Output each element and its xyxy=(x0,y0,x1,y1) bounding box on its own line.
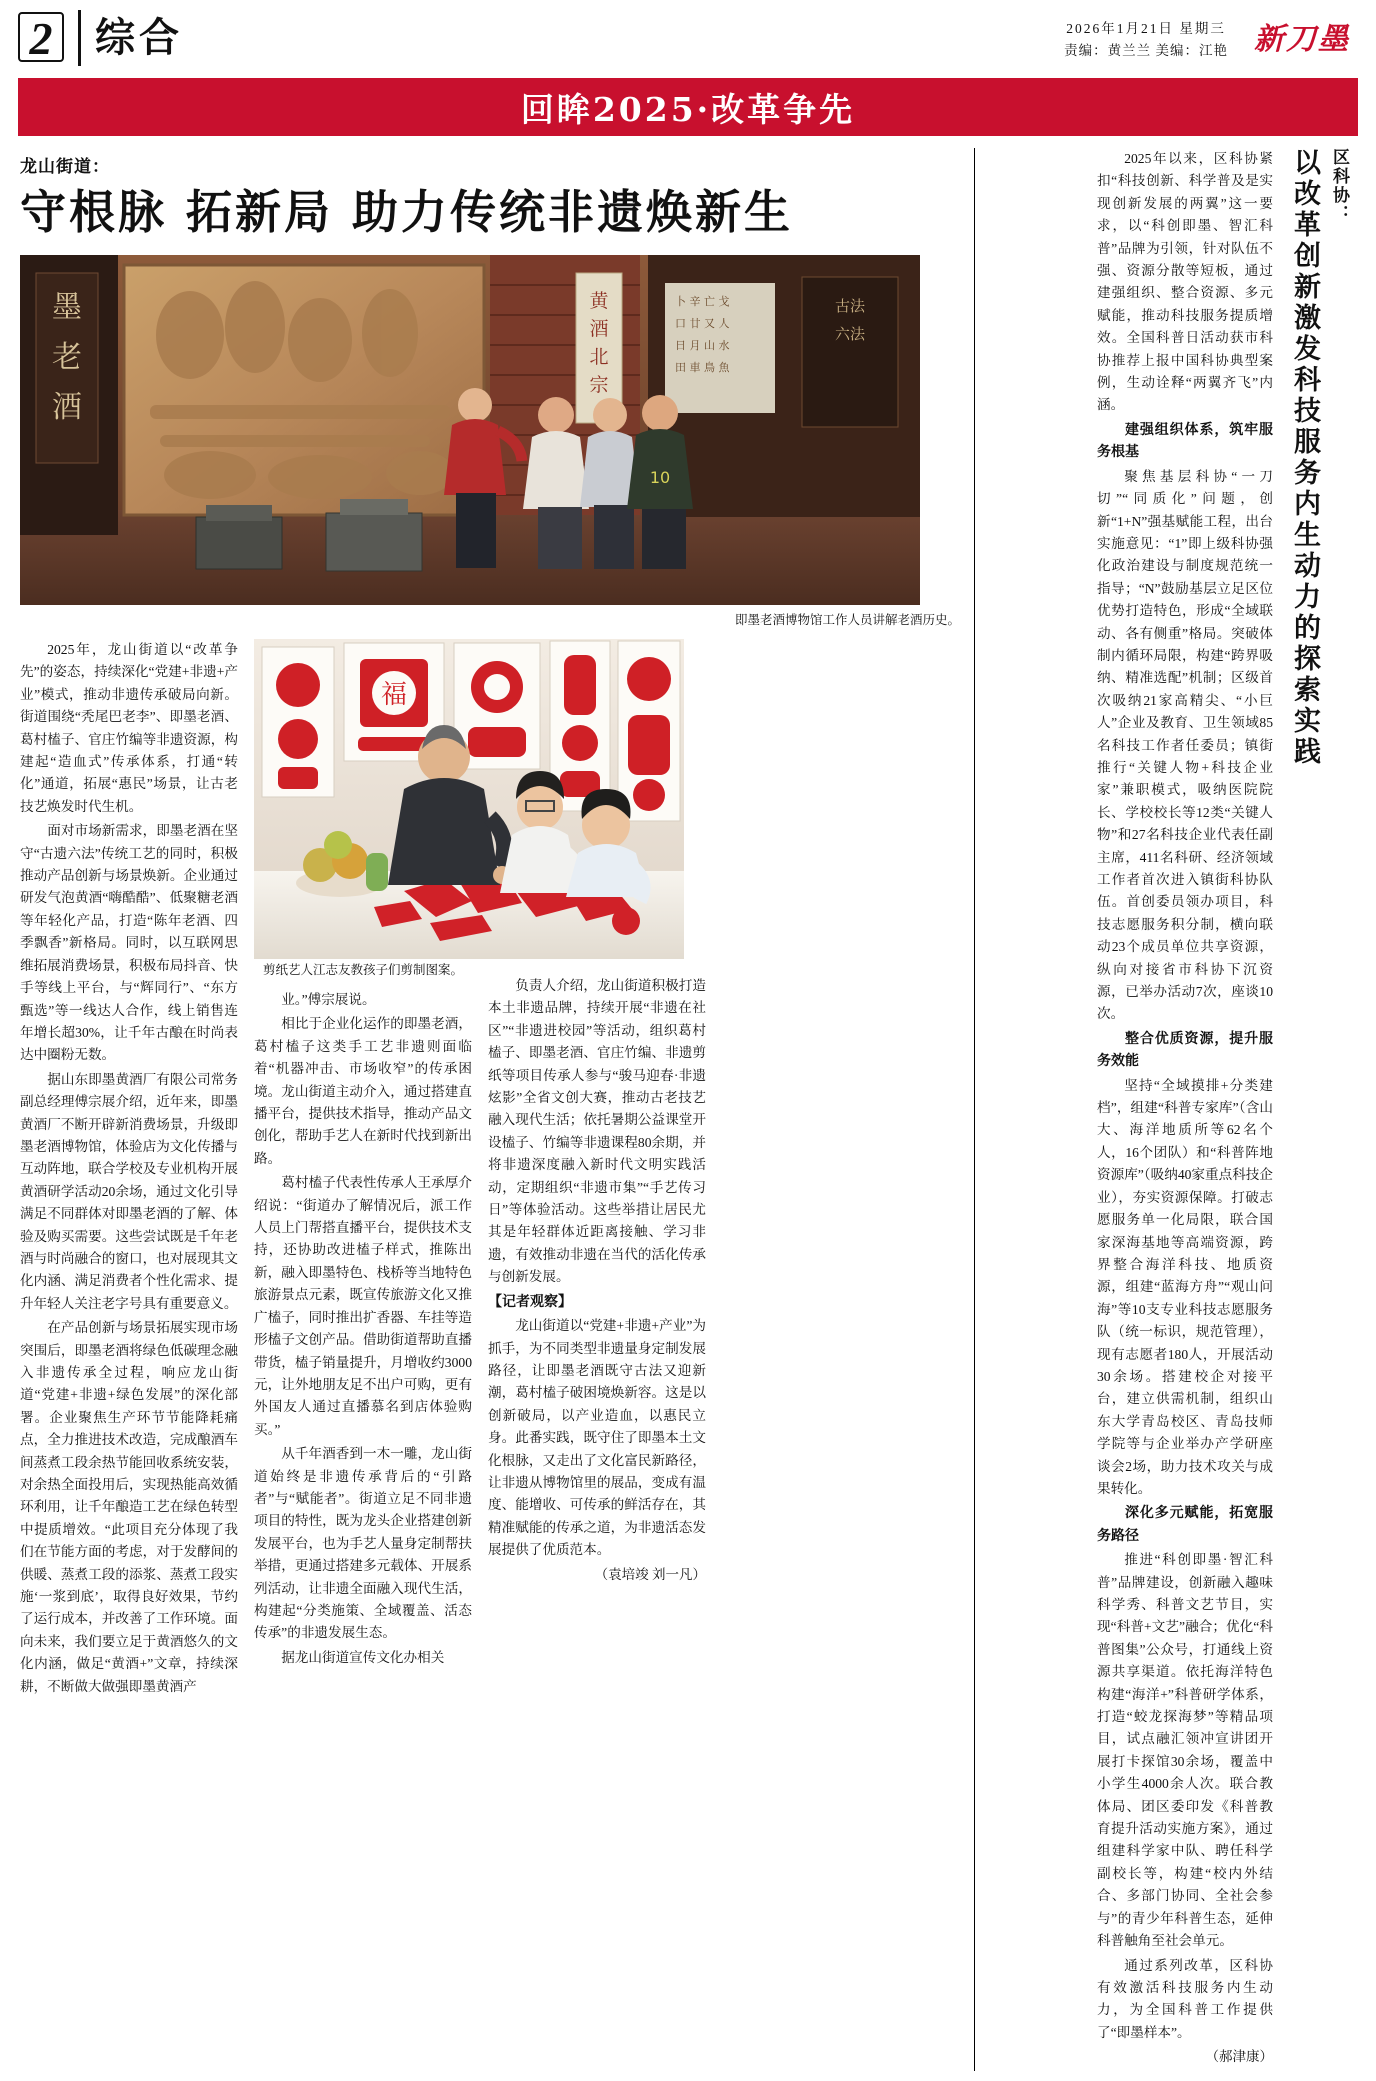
article-photo-museum xyxy=(20,255,920,605)
svg-text:田 車 鳥 魚: 田 車 鳥 魚 xyxy=(675,361,730,374)
photo1-caption: 即墨老酒博物馆工作人员讲解老酒历史。 xyxy=(734,613,960,627)
editor-credits: 责编：黄兰兰 美编：江艳 xyxy=(1064,43,1228,58)
page-number: 2 xyxy=(18,12,64,62)
secondary-article xyxy=(974,148,1352,2071)
article-columns xyxy=(20,639,960,1700)
svg-text:北: 北 xyxy=(589,346,609,368)
svg-text:日 月 山 水: 日 月 山 水 xyxy=(675,339,730,352)
subheading-3: 深化多元赋能，拓宽服务路径 xyxy=(1097,1505,1273,1544)
article-column-1 xyxy=(20,639,238,1700)
newspaper-logo: 新刀墨 xyxy=(1254,22,1350,57)
subheading-2: 整合优质资源，提升服务效能 xyxy=(1097,1030,1273,1070)
article-kicker: 龙山街道： xyxy=(20,157,110,177)
paragraph: 通过系列改革，区科协有效激活科技服务内生动力，为全国科普工作提供了“即墨样本”。 xyxy=(1097,1957,1273,2040)
main-article xyxy=(20,148,960,2071)
secondary-article-columns xyxy=(1097,148,1273,2071)
svg-text:福: 福 xyxy=(380,680,408,710)
paragraph: 2025年以来，区科协紧扣“科技创新、科学普及是实现创新发展的两翼”这一要求，以“科创即墨、智汇科普”品牌为引领，针对队伍不强、资源分散等短板，通过建强组织、整合资源、多元赋能，推动科技服务提质增效。全国科普日活动获市科协推荐上报中国科协典型案例，生动诠释“两翼齐飞”内涵。 xyxy=(1097,151,1273,413)
photo2-caption: 剪纸艺人江志友教孩子们剪制图案。 xyxy=(262,963,463,977)
article-photo-papercut xyxy=(254,639,684,959)
article-byline: （袁培竣 刘一凡） xyxy=(594,1566,706,1582)
svg-text:口 廿 又 人: 口 廿 又 人 xyxy=(675,317,730,330)
reporter-observation-heading: 【记者观察】 xyxy=(488,1293,572,1310)
paragraph: 业。”傅宗展说。 xyxy=(281,992,376,1007)
secondary-article-vertical-title: 以改革创新激发科技服务内生动力的探索实践 xyxy=(1289,148,1320,768)
svg-text:六法: 六法 xyxy=(834,325,866,343)
page-content xyxy=(0,136,1376,2081)
paragraph: 据山东即墨黄酒厂有限公司常务副总经理傅宗展介绍，近年来，即墨黄酒厂不断开辟新消费场景，升级即墨老酒博物馆，体验店为文化传播与互动阵地，联合学校及专业机构开展黄酒研学活动20余场，通过文化引导满足不同群体对即墨老酒的了解、体验及购买需要。这些尝试既是千年老酒与时尚融合的窗口，也对展现其文化内涵、满足消费者个性化需求、提升年轻人关注老字号具有重要意义。 xyxy=(20,1071,238,1311)
masthead-meta xyxy=(1064,10,1228,62)
paragraph: 在产品创新与场景拓展实现市场突围后，即墨老酒将绿色低碳理念融入非遗传承全过程，响应龙山街道“党建+非遗+绿色发展”的深化部署。企业聚焦生产环节节能降耗痛点，全力推进技术改造，完成酿酒车间蒸煮工段余热节能回收系统安装，对余热全面投用后，实现热能高效循环利用，让千年酿造工艺在绿色转型中提质增效。“此项目充分体现了我们在节能方面的考虑，对于发酵间的供暖、蒸煮工段的添浆、蒸煮工段实施‘一浆到底’，取得良好效果，节约了运行成本，并改善了工作环境。面向未来，我们要立足于黄酒悠久的文化内涵，做足“黄酒+”文章，持续深耕，不断做大做强即墨黄酒产 xyxy=(20,1320,238,1694)
publish-date: 2026年1月21日 星期三 xyxy=(1066,21,1226,36)
paragraph: 相比于企业化运作的即墨老酒，葛村榼子这类手工艺非遗则面临着“机器冲击、市场收窄”的传承困境。龙山街道主动介入，通过搭建直播平台，提供技术指导，推动产品文创化，帮助手艺人在新时代找到新出路。 xyxy=(254,1016,472,1166)
masthead xyxy=(0,0,1376,74)
paragraph: 从千年酒香到一木一雕，龙山街道始终是非遗传承背后的“引路者”与“赋能者”。街道立足不同非遗项目的特性，既为龙头企业搭建创新发展平台，也为手艺人量身定制帮扶举措，更通过搭建多元载体、开展系列活动，让非遗全面融入现代生活，构建起“分类施策、全域覆盖、活态传承”的非遗发展生态。 xyxy=(254,1446,472,1641)
svg-text:老: 老 xyxy=(52,340,82,375)
svg-text:卜 辛 亡 戈: 卜 辛 亡 戈 xyxy=(675,295,730,308)
paragraph: 推进“科创即墨·智汇科普”品牌建设，创新融入趣味科学秀、科普文艺节目，实现“科普+文艺”融合；优化“科普图集”公众号，打通线上资源共享渠道。依托海洋特色构建“海洋+”科普研学体系，打造“蛟龙探海梦”等精品项目，试点融汇领冲宣讲团开展打卡探馆30余场，覆盖中小学生4000余人次。联合教体局、团区委印发《科普教育提升活动实施方案》，通过组建科学家中队、聘任科学副校长等，构建“校内外结合、多部门协同、全社会参与”的青少年科普生态，延伸科普触角至社会单元。 xyxy=(1097,1552,1273,1949)
secondary-article-byline: （郝津康） xyxy=(1205,2049,1273,2065)
paragraph: 坚持“全域摸排+分类建档”，组建“科普专家库”（含山大、海洋地质所等62名个人，16个团队）和“科普阵地资源库”（吸纳40家重点科技企业），夯实资源保障。打破志愿服务单一化局限，联合国家深海基地等高端资源，跨界整合海洋科技、地质资源，组建“蓝海方舟”“观山问海”等10支专业科技志愿服务队（统一标识，规范管理），现有志愿者180人，开展活动30余场。搭建校企对接平台，建立供需机制，组织山东大学青岛校区、青岛技师学院等与企业举办产学研座谈会2场，助力技术攻关与成果转化。 xyxy=(1097,1077,1273,1496)
section-banner xyxy=(18,78,1358,136)
paragraph: 面对市场新需求，即墨老酒在坚守“古遗六法”传统工艺的同时，积极推动产品创新与场景焕新。企业通过研发气泡黄酒“嗨酷酷”、低聚糖老酒等年轻化产品，打造“陈年老酒、四季飘香”新格局。同时，以互联网思维拓展消费场景，积极布局抖音、快手等线上平台，与“辉同行”、“东方甄选”等一线达人合作，线上销售连年增长超30%，让千年古酿在时尚表达中圈粉无数。 xyxy=(20,823,238,1063)
section-banner-title: 回眸2025·改革争先 xyxy=(520,89,856,129)
article-column-2 xyxy=(254,639,472,1700)
masthead-divider xyxy=(78,10,81,66)
papercut-photo-illustration xyxy=(254,639,684,959)
paragraph: 负责人介绍，龙山街道积极打造本土非遗品牌，持续开展“非遗在社区”“非遗进校园”等活动，组织葛村榼子、即墨老酒、官庄竹编、非遗剪纸等项目传承人参与“骏马迎春·非遗炫影”全省文创大赛，推动古老技艺融入现代生活；依托暑期公益课堂开设榼子、竹编等非遗课程80余期，并将非遗深度融入新时代文明实践活动，定期组织“非遗市集”“手艺传习日”等体验活动。这些举措让居民尤其是年轻群体近距离接触、学习非遗，有效推动非遗在当代的活化传承与创新发展。 xyxy=(488,978,706,1285)
secondary-article-title-block xyxy=(1285,148,1352,2071)
paragraph: 2025年，龙山街道以“改革争先”的姿态，持续深化“党建+非遗+产业”模式，推动非遗传承破局向新。街道围绕“秃尾巴老李”、即墨老酒、葛村榼子、官庄竹编等非遗资源，构建起“造血式”传承体系，打通“转化”通道，拓展“惠民”场景，让古老技艺焕发时代生机。 xyxy=(20,642,238,814)
section-title: 综合 xyxy=(95,15,183,61)
svg-text:黄: 黄 xyxy=(589,290,609,312)
paragraph: 据龙山街道宣传文化办相关 xyxy=(281,1649,445,1665)
svg-text:10: 10 xyxy=(649,468,671,487)
svg-text:酒: 酒 xyxy=(52,390,82,425)
paragraph: 聚焦基层科协“一刀切”“同质化”问题，创新“1+N”强基赋能工程，出台实施意见：“1”即上级科协强化政治建设与制度规范统一指导；“N”鼓励基层立足区位优势打造特色，形成“全域联动、各有侧重”格局。突破体制内循环局限，构建“跨界吸纳、精准选配”机制；区级首次吸纳21家高精尖、“小巨人”企业及教育、卫生领域85名科技工作者任委员；镇街推行“关键人物+科技企业家”兼职模式，吸纳医院院长、学校校长等12类“关键人物”和27名科技企业代表任副主席，411名科研、经济领域工作者首次进入镇街科协队伍。首创委员领办项目，科技志愿服务积分制，横向联动23个成员单位共享资源，纵向对接省市科协下沉资源，已举办活动7次，座谈10次。 xyxy=(1097,468,1273,1022)
museum-photo-illustration xyxy=(20,255,920,605)
svg-text:墨: 墨 xyxy=(52,290,82,325)
svg-text:酒: 酒 xyxy=(589,318,609,340)
article-headline: 守根脉 拓新局 助力传统非遗焕新生 xyxy=(20,185,794,239)
paragraph: 葛村榼子代表性传承人王承厚介绍说：“街道办了解情况后，派工作人员上门帮搭直播平台，提供技术支持，还协助改进榼子样式，推陈出新，融入即墨特色、栈桥等当地特色旅游景点元素，既宣传旅游文化又推广榼子，同时推出扩香器、车挂等造形榼子文创产品。借助街道帮助直播带货，榼子销量提升，月增收约3000元，让外地朋友足不出户可购，更有外国友人通过直播慕名到店体验购买。” xyxy=(254,1175,472,1437)
secondary-article-kicker: 区科协： xyxy=(1329,148,1349,224)
paragraph: 龙山街道以“党建+非遗+产业”为抓手，为不同类型非遗量身定制发展路径，让即墨老酒既守古法又迎新潮，葛村榼子破困境焕新容。这是以创新破局，以产业造血，以惠民立身。此番实践，既守住了即墨本土文化根脉，又走出了文化富民新路径，让非遗从博物馆里的展品，变成有温度、能增收、可传承的鲜活存在，其精准赋能的传承之道，为非遗活态发展提供了优质范本。 xyxy=(488,1318,706,1558)
secondary-column-1 xyxy=(1097,148,1273,2071)
subheading-1: 建强组织体系，筑牢服务根基 xyxy=(1097,421,1273,461)
svg-text:宗: 宗 xyxy=(589,374,609,396)
masthead-right xyxy=(1064,10,1350,62)
svg-text:古法: 古法 xyxy=(834,297,866,315)
